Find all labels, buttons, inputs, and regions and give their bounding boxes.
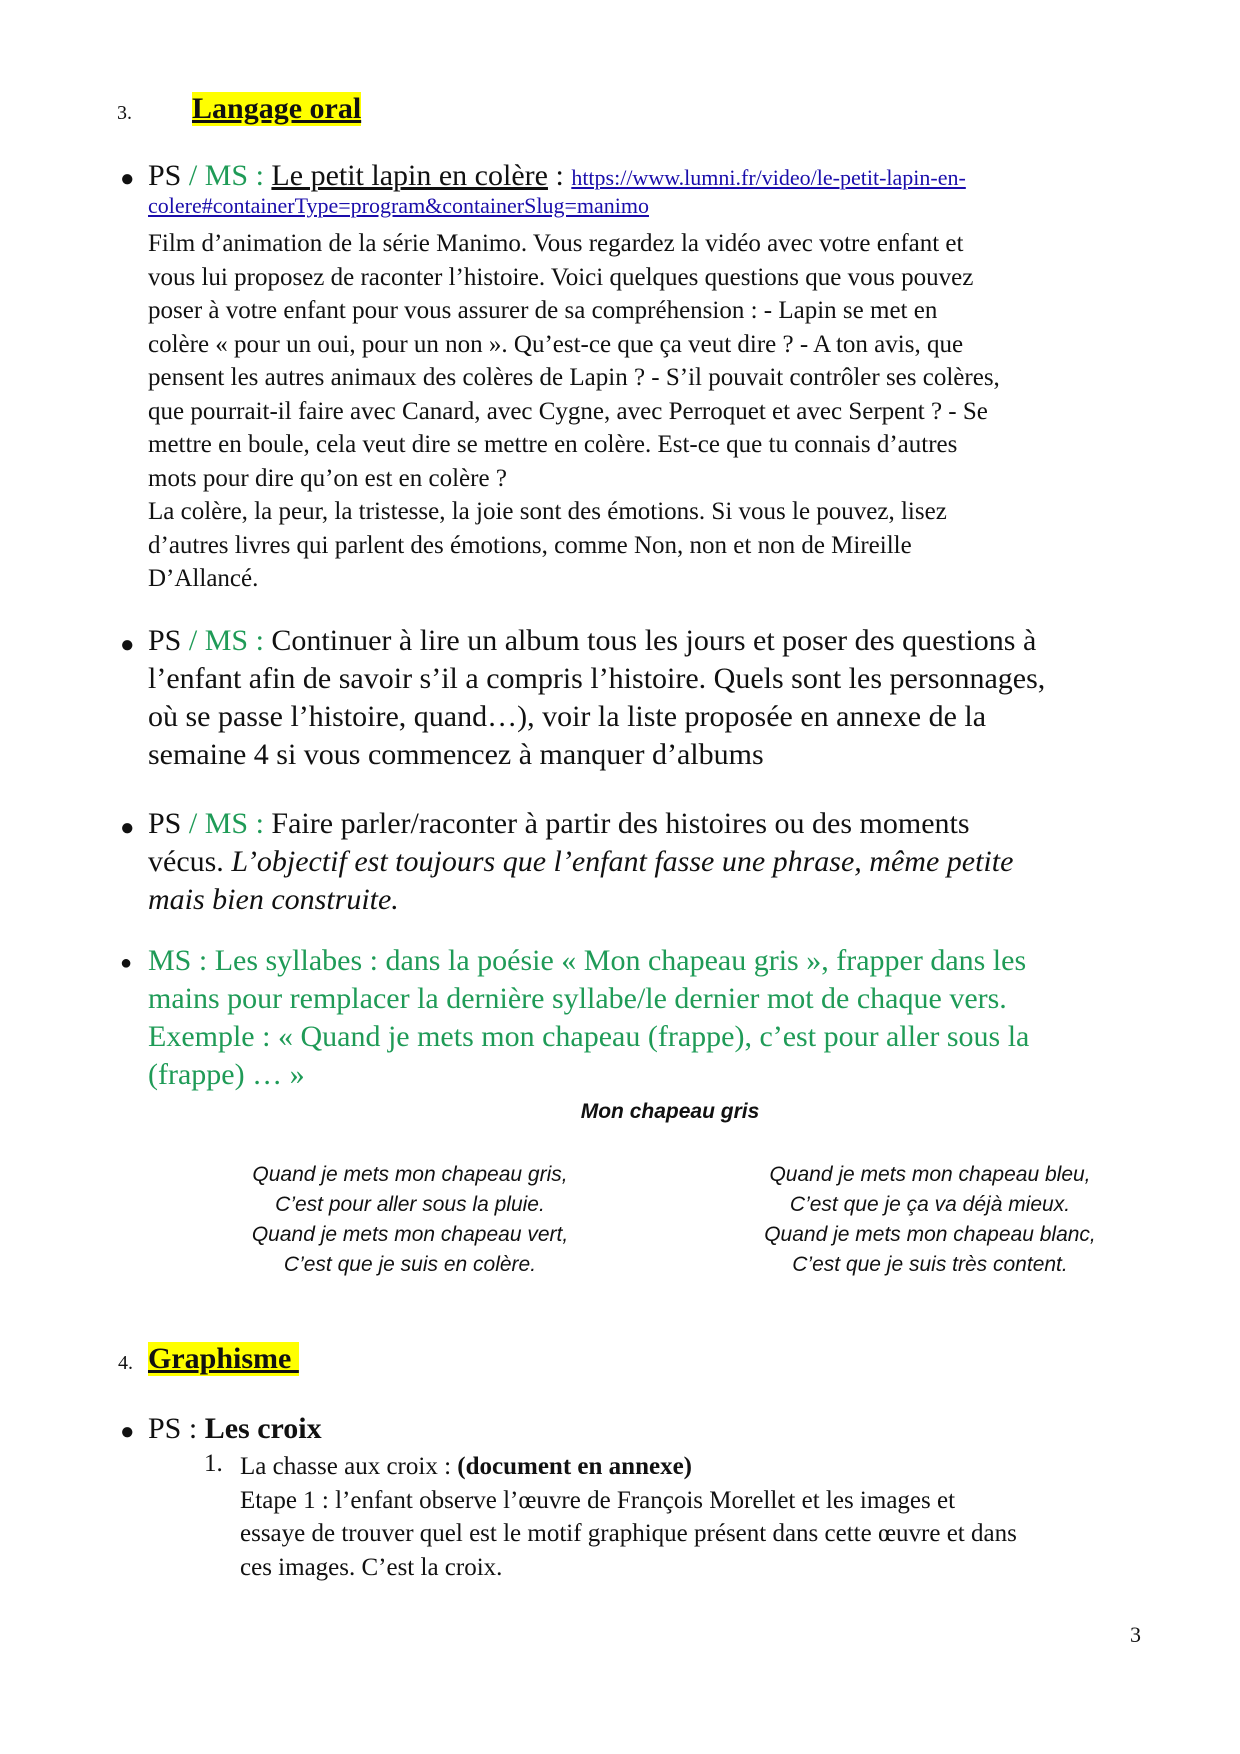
bullet-icon: ● [120,166,135,192]
poem-line: Quand je mets mon chapeau blanc, [764,1223,1096,1246]
poem-line: Quand je mets mon chapeau bleu, [769,1163,1091,1186]
sub-item-number: 1. [204,1450,223,1477]
item-langage-1 [148,158,1148,596]
activity-title: Les croix [204,1412,322,1445]
poem-line: C’est que je suis très content. [792,1253,1068,1276]
poem-line: Quand je mets mon chapeau gris, [252,1163,568,1186]
level-ms: MS : [204,807,264,840]
level-ms: MS : [204,624,264,657]
text-line: (frappe) … » [148,1058,305,1091]
poem-line: C’est pour aller sous la pluie. [275,1193,545,1216]
text-line: Continuer à lire un album tous les jours et poser des questions à [263,624,1037,657]
poem-title: Mon chapeau gris [580,1100,760,1123]
text-line: Film d’animation de la série Manimo. Vous regardez la vidéo avec votre enfant et [148,230,964,257]
video-link-continued[interactable]: colere#containerType=program&containerSlug=manimo [148,193,649,218]
poem-column-right [720,1160,1140,1280]
text-line: Faire parler/raconter à partir des histoires ou des moments [263,807,970,840]
text-line: poser à votre enfant pour vous assurer de sa compréhension : - Lapin se met en [148,297,938,324]
activity-title: Le petit lapin en colère [271,159,548,192]
text-line: mains pour remplacer la dernière syllabe/le dernier mot de chaque vers. [148,982,1007,1015]
text-line: La colère, la peur, la tristesse, la joie sont des émotions. Si vous le pouvez, lisez [148,498,947,525]
level-ps: PS [148,807,182,840]
level-separator: / [181,159,205,192]
text-line: semaine 4 si vous commencez à manquer d’albums [148,738,764,771]
text-line: ces images. C’est la croix. [240,1553,503,1581]
text-line: pensent les autres animaux des colères de Lapin ? - S’il pouvait contrôler ses colères, [148,364,1000,391]
text-line: l’enfant afin de savoir s’il a compris l’histoire. Quels sont les personnages, [148,662,1046,695]
level-ps: PS [148,159,182,192]
poem-line: Quand je mets mon chapeau vert, [251,1223,569,1246]
poem-line: C’est que je suis en colère. [283,1253,537,1276]
text-line: vous lui proposez de raconter l’histoire. Voici quelques questions que vous pouvez [148,263,974,291]
level-ps: PS [148,624,182,657]
level-ms: MS : [204,159,264,192]
text-line: d’autres livres qui parlent des émotions, comme Non, non et non de Mireille [148,531,912,559]
bullet-icon: ● [120,632,135,658]
text-line: vécus. [148,845,232,878]
sub-item [240,1450,1160,1584]
bullet-icon: ● [120,815,135,841]
italic-text: L’objectif est toujours que l’enfant fasse une phrase, même petite [231,845,1014,878]
italic-text: mais bien construite. [148,883,399,916]
poem-column-left [200,1160,620,1280]
text-line: où se passe l’histoire, quand…), voir la liste proposée en annexe de la [148,700,987,733]
item-graphisme-1 [148,1410,1148,1448]
level-ps: PS : [148,1412,198,1445]
section-title: Langage oral [192,92,362,125]
text-line: Exemple : « Quand je mets mon chapeau (frappe), c’est pour aller sous la [148,1020,1030,1053]
poem-line: C’est que je ça va déjà mieux. [789,1193,1071,1216]
title-colon: : [547,159,564,192]
text-line: MS : Les syllabes : dans la poésie « Mon chapeau gris », frapper dans les [148,944,1027,977]
level-separator: / [181,624,205,657]
item-langage-4 [148,942,1148,1094]
text-line: mettre en boule, cela veut dire se mettre en colère. Est-ce que tu connais d’autres [148,431,958,458]
item-langage-3 [148,805,1148,919]
section-number: 3. [117,102,132,124]
section-number: 4. [118,1352,133,1374]
item-description [148,227,1148,596]
item-langage-2 [148,622,1148,774]
text-line: Etape 1 : l’enfant observe l’œuvre de François Morellet et les images et [240,1486,956,1514]
text-line: La chasse aux croix : [240,1453,458,1480]
level-separator: / [181,807,205,840]
text-line: mots pour dire qu’on est en colère ? [148,464,507,492]
video-link[interactable]: https://www.lumni.fr/video/le-petit-lapin-en- [571,165,966,190]
bullet-icon: ● [120,952,133,974]
bullet-icon: ● [120,1419,135,1445]
text-line: colère « pour un oui, pour un non ». Qu’est-ce que ça veut dire ? - A ton avis, que [148,330,964,358]
page-number: 3 [1130,1622,1141,1647]
section-title: Graphisme [148,1342,299,1375]
text-line: essaye de trouver quel est le motif graphique présent dans cette œuvre et dans [240,1520,1017,1547]
text-line: D’Allancé. [148,565,259,592]
text-line: que pourrait-il faire avec Canard, avec Cygne, avec Perroquet et avec Serpent ? - Se [148,397,988,425]
bold-text: (document en annexe) [457,1453,692,1480]
